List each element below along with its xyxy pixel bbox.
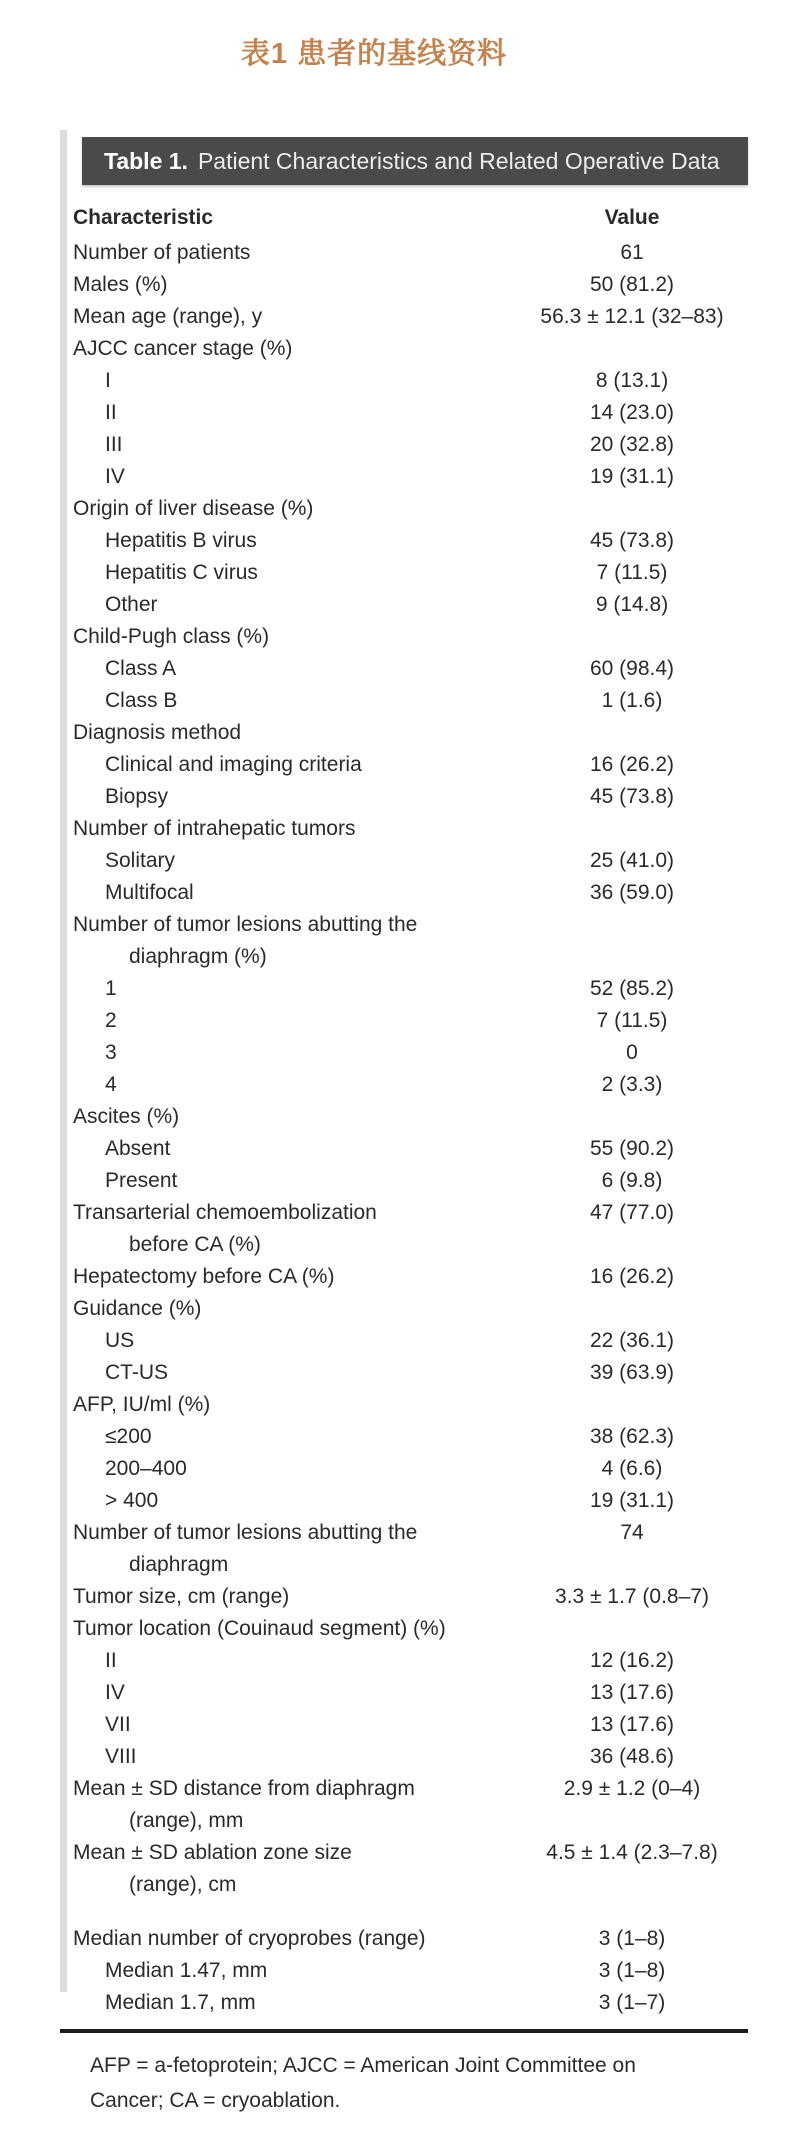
table-row (73, 1955, 748, 1987)
row-value: 3 (1–8) (598, 1959, 666, 1982)
table-row (73, 397, 748, 429)
row-value: 25 (41.0) (589, 849, 675, 872)
row-label: Biopsy (105, 785, 169, 808)
table-row (73, 1517, 748, 1581)
row-value: 50 (81.2) (589, 273, 675, 296)
row-label: Absent (105, 1137, 171, 1160)
table-row (73, 685, 748, 717)
row-label: Clinical and imaging criteria (105, 753, 362, 776)
row-value: 14 (23.0) (589, 401, 675, 424)
row-value: 9 (14.8) (595, 593, 669, 616)
column-header-value: Value (604, 206, 660, 229)
row-label: Guidance (%) (73, 1297, 202, 1320)
table-row (73, 1293, 748, 1325)
table-row (73, 845, 748, 877)
table-row (73, 1133, 748, 1165)
row-label: Number of tumor lesions abutting the diaphragm (%) (73, 909, 516, 973)
row-label: Other (105, 593, 158, 616)
row-value: 36 (59.0) (589, 881, 675, 904)
row-label: Mean ± SD ablation zone size (range), cm (73, 1837, 516, 1901)
row-value: 13 (17.6) (589, 1713, 675, 1736)
row-value: 1 (1.6) (601, 689, 663, 712)
table-row (73, 1101, 748, 1133)
row-label: AJCC cancer stage (%) (73, 337, 293, 360)
table-header-bar (82, 137, 748, 185)
table-row (73, 1741, 748, 1773)
table-row (73, 1261, 748, 1293)
table-row (73, 1037, 748, 1069)
row-label: Males (%) (73, 273, 168, 296)
row-value: 3 (1–8) (598, 1927, 666, 1950)
row-label: Child-Pugh class (%) (73, 625, 270, 648)
row-label: 2 (105, 1009, 117, 1032)
row-value: 39 (63.9) (589, 1361, 675, 1384)
row-label: Median number of cryoprobes (range) (73, 1927, 426, 1950)
row-value: 56.3 ± 12.1 (32–83) (540, 305, 724, 328)
row-label: 200–400 (105, 1457, 187, 1480)
row-label-line2: before CA (%) (129, 1233, 261, 1256)
row-label: > 400 (105, 1489, 159, 1512)
row-label: 3 (105, 1041, 117, 1064)
table-row (73, 301, 748, 333)
table-title: Patient Characteristics and Related Operative Data (197, 148, 720, 174)
row-value: 12 (16.2) (589, 1649, 675, 1672)
row-label: III (105, 433, 123, 456)
row-value: 2 (3.3) (601, 1073, 663, 1096)
row-value: 7 (11.5) (596, 1009, 668, 1032)
row-value: 36 (48.6) (589, 1745, 675, 1768)
table-row (73, 909, 748, 973)
row-value: 61 (620, 241, 644, 264)
footnote-line: Cancer; CA = cryoablation. (90, 2089, 341, 2112)
row-label: ≤200 (105, 1425, 152, 1448)
table-row (73, 1453, 748, 1485)
table-row (73, 557, 748, 589)
row-value: 22 (36.1) (589, 1329, 675, 1352)
row-value: 6 (9.8) (601, 1169, 663, 1192)
row-label: 1 (105, 977, 117, 1000)
table-row (73, 1987, 748, 2019)
row-label: US (105, 1329, 135, 1352)
row-label: II (105, 1649, 117, 1672)
row-label: Diagnosis method (73, 721, 242, 744)
row-label: I (105, 369, 111, 392)
table-row (73, 717, 748, 749)
page-edge-shadow (60, 130, 67, 1992)
table-row (73, 813, 748, 845)
row-label: Solitary (105, 849, 176, 872)
row-label: AFP, IU/ml (%) (73, 1393, 211, 1416)
table-row (73, 1197, 748, 1261)
column-header-characteristic: Characteristic (73, 206, 214, 229)
row-label: Origin of liver disease (%) (73, 497, 314, 520)
table-row (73, 621, 748, 653)
table-row (73, 653, 748, 685)
table-row (73, 1837, 748, 1901)
table-footer-rows (73, 1923, 748, 2019)
row-value: 19 (31.1) (589, 1489, 675, 1512)
row-label: Hepatitis B virus (105, 529, 257, 552)
page-title: 表1 患者的基线资料 (240, 38, 508, 70)
table-row (73, 749, 748, 781)
row-label: Multifocal (105, 881, 194, 904)
row-value: 74 (620, 1521, 644, 1544)
table-row (73, 493, 748, 525)
row-value: 16 (26.2) (589, 753, 675, 776)
table-rows (73, 237, 748, 1901)
row-label: VIII (105, 1745, 137, 1768)
row-value: 3.3 ± 1.7 (0.8–7) (555, 1585, 709, 1608)
table-row (73, 1677, 748, 1709)
row-value: 19 (31.1) (589, 465, 675, 488)
column-header-row (73, 197, 748, 237)
row-value: 20 (32.8) (589, 433, 675, 456)
row-label: Hepatitis C virus (105, 561, 258, 584)
row-value: 8 (13.1) (595, 369, 669, 392)
row-value: 4 (6.6) (601, 1457, 663, 1480)
footnote-divider (60, 2029, 748, 2033)
row-value: 13 (17.6) (589, 1681, 675, 1704)
table-row (73, 1645, 748, 1677)
table-row (73, 1581, 748, 1613)
row-label: Class B (105, 689, 178, 712)
table-row (73, 1613, 748, 1645)
row-value: 4.5 ± 1.4 (2.3–7.8) (546, 1841, 718, 1864)
table-row (73, 1005, 748, 1037)
row-value: 3 (1–7) (598, 1991, 666, 2014)
table-row (73, 461, 748, 493)
row-label: Mean ± SD distance from diaphragm (range), mm (73, 1773, 516, 1837)
table-row (73, 1389, 748, 1421)
table-row (73, 269, 748, 301)
row-label: CT-US (105, 1361, 168, 1384)
table-body (73, 185, 748, 2019)
table-row (73, 1421, 748, 1453)
row-value: 0 (626, 1041, 638, 1064)
row-label: Ascites (%) (73, 1105, 180, 1128)
row-label: Number of tumor lesions abutting the diaphragm (73, 1517, 516, 1581)
table-row (73, 877, 748, 909)
row-value: 45 (73.8) (589, 529, 675, 552)
table-row (73, 1357, 748, 1389)
row-label-line2: (range), mm (129, 1809, 244, 1832)
row-label: IV (105, 465, 125, 488)
table-row (73, 237, 748, 269)
table-row (73, 365, 748, 397)
table-row (73, 525, 748, 557)
row-value: 16 (26.2) (589, 1265, 675, 1288)
row-value: 2.9 ± 1.2 (0–4) (563, 1777, 701, 1800)
row-label: Number of patients (73, 241, 251, 264)
row-label: VII (105, 1713, 131, 1736)
row-label: Tumor size, cm (range) (73, 1585, 290, 1608)
row-value: 60 (98.4) (589, 657, 675, 680)
row-label: Number of intrahepatic tumors (73, 817, 356, 840)
section-gap (73, 1901, 748, 1923)
row-label: 4 (105, 1073, 117, 1096)
footnote-line: AFP = a-fetoprotein; AJCC = American Joint Committee on (90, 2054, 636, 2077)
row-label: Median 1.7, mm (105, 1991, 256, 2014)
table-row (73, 333, 748, 365)
row-label: Mean age (range), y (73, 305, 263, 328)
row-value: 45 (73.8) (589, 785, 675, 808)
row-label-line2: (range), cm (129, 1873, 237, 1896)
row-label-line2: diaphragm (%) (129, 945, 267, 968)
row-label: IV (105, 1681, 125, 1704)
table-row (73, 1069, 748, 1101)
row-value: 38 (62.3) (589, 1425, 675, 1448)
table-row (73, 1485, 748, 1517)
table-row (73, 1165, 748, 1197)
row-label: Median 1.47, mm (105, 1959, 268, 1982)
row-value: 47 (77.0) (589, 1201, 675, 1224)
table-row (73, 1709, 748, 1741)
table-row (73, 781, 748, 813)
table-row (73, 589, 748, 621)
row-value: 55 (90.2) (589, 1137, 675, 1160)
row-label: Tumor location (Couinaud segment) (%) (73, 1617, 446, 1640)
table-row (73, 1923, 748, 1955)
row-label: II (105, 401, 117, 424)
table-row (73, 1325, 748, 1357)
row-value: 7 (11.5) (596, 561, 668, 584)
table-card (60, 137, 748, 2118)
row-label: Class A (105, 657, 177, 680)
row-label: Transarterial chemoembolization before CA (%) (73, 1197, 516, 1261)
row-value: 52 (85.2) (589, 977, 675, 1000)
table-footnote (90, 2048, 748, 2118)
table-row (73, 429, 748, 461)
table-row (73, 1773, 748, 1837)
table-number-label: Table 1. (104, 148, 188, 174)
row-label: Hepatectomy before CA (%) (73, 1265, 335, 1288)
row-label-line2: diaphragm (129, 1553, 229, 1576)
table-row (73, 973, 748, 1005)
row-label: Present (105, 1169, 178, 1192)
